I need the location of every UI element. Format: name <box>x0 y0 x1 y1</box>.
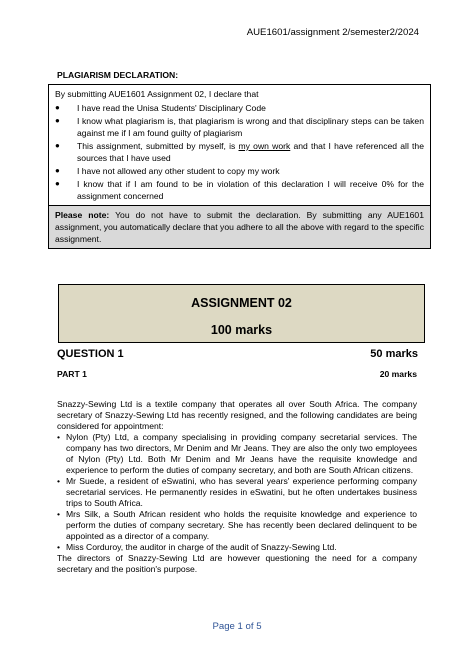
candidate-list <box>57 432 417 553</box>
declaration-item-post: and that I have referenced all the sources that I have used <box>77 141 424 163</box>
assignment-title: ASSIGNMENT 02 <box>191 296 292 310</box>
bullet-icon: ● <box>55 166 60 175</box>
declaration-title: PLAGIARISM DECLARATION: <box>57 70 179 80</box>
part-title: PART 1 <box>57 369 87 379</box>
bullet-icon: • <box>57 542 61 552</box>
bullet-icon: • <box>57 432 61 442</box>
declaration-item <box>55 178 424 202</box>
declaration-item <box>55 165 424 177</box>
bullet-icon: ● <box>55 103 60 112</box>
declaration-item <box>55 140 424 164</box>
part-marks: 20 marks <box>379 369 417 379</box>
page-number: Page 1 of 5 <box>212 621 262 632</box>
declaration-item-text: I have not allowed any other student to copy my work <box>77 166 280 176</box>
declaration-item-text <box>77 140 424 164</box>
case-closing: The directors of Snazzy-Sewing Ltd are however questioning the need for a company secretary and the position's purpose. <box>57 553 417 574</box>
declaration-item-text: I know that if I am found to be in violation of this declaration I will receive 0% for the assignment concerned <box>77 179 424 201</box>
assignment-banner <box>58 284 425 343</box>
candidate-item <box>57 476 417 509</box>
declaration-intro: By submitting AUE1601 Assignment 02, I declare that <box>55 89 259 99</box>
candidate-item <box>57 432 417 476</box>
declaration-item-text: I have read the Unisa Students' Disciplinary Code <box>77 103 266 113</box>
bullet-icon: ● <box>55 116 60 125</box>
declaration-box <box>48 84 431 249</box>
bullet-icon: ● <box>55 141 60 150</box>
case-intro: Snazzy-Sewing Ltd is a textile company that operates all over South Africa. The company secretary of Snazzy-Sewing Ltd has recently resigned, and the following candidates are being considered for appointment: <box>57 399 417 431</box>
declaration-item-text: I know what plagiarism is, that plagiarism is wrong and that disciplinary steps can be taken against me if I am found guilty of plagiarism <box>77 116 424 138</box>
candidate-item <box>57 509 417 542</box>
declaration-item-pre: This assignment, submitted by myself, is <box>77 141 239 151</box>
note-label: Please note: <box>55 210 110 220</box>
bullet-icon: • <box>57 476 61 486</box>
candidate-item <box>57 542 417 553</box>
note-text: You do not have to submit the declaration. By submitting any AUE1601 assignment, you automatically declare that you adhere to all the above with regard to the specific assignment. <box>55 210 424 244</box>
question-title: QUESTION 1 <box>57 348 124 360</box>
bullet-icon: ● <box>55 179 60 188</box>
case-study <box>57 399 417 575</box>
declaration-item <box>55 115 424 139</box>
assignment-marks: 100 marks <box>210 323 273 337</box>
candidate-text: Mr Suede, a resident of eSwatini, who has several years' experience performing company secretarial services. He permanently resides in eSwatini, but he often undertakes business trips to South Africa. <box>66 476 417 508</box>
declaration-item <box>55 102 424 114</box>
declaration-body <box>49 85 430 205</box>
own-work-underlined: my own work <box>238 141 291 151</box>
candidate-text: Miss Corduroy, the auditor in charge of the audit of Snazzy-Sewing Ltd. <box>66 542 337 552</box>
candidate-text: Mrs Silk, a South African resident who holds the requisite knowledge and experience to perform the duties of company secretary. She has recently been declared delinquent to be appointed as a director of a company. <box>66 509 417 541</box>
question-marks: 50 marks <box>370 348 418 360</box>
candidate-text: Nylon (Pty) Ltd, a company specialising in providing company secretarial services. The company has two directors, Mr Denim and Mr Jeans. They are also the only two employees of Nylon (Pty) Ltd. Both Mr Denim and Mr Jeans have the requisite knowledge and experience to perform the duties of company secretary, and both are South African citizens. <box>66 432 417 475</box>
bullet-icon: • <box>57 509 61 519</box>
header-reference: AUE1601/assignment 2/semester2/2024 <box>246 27 419 38</box>
declaration-note <box>49 205 430 248</box>
